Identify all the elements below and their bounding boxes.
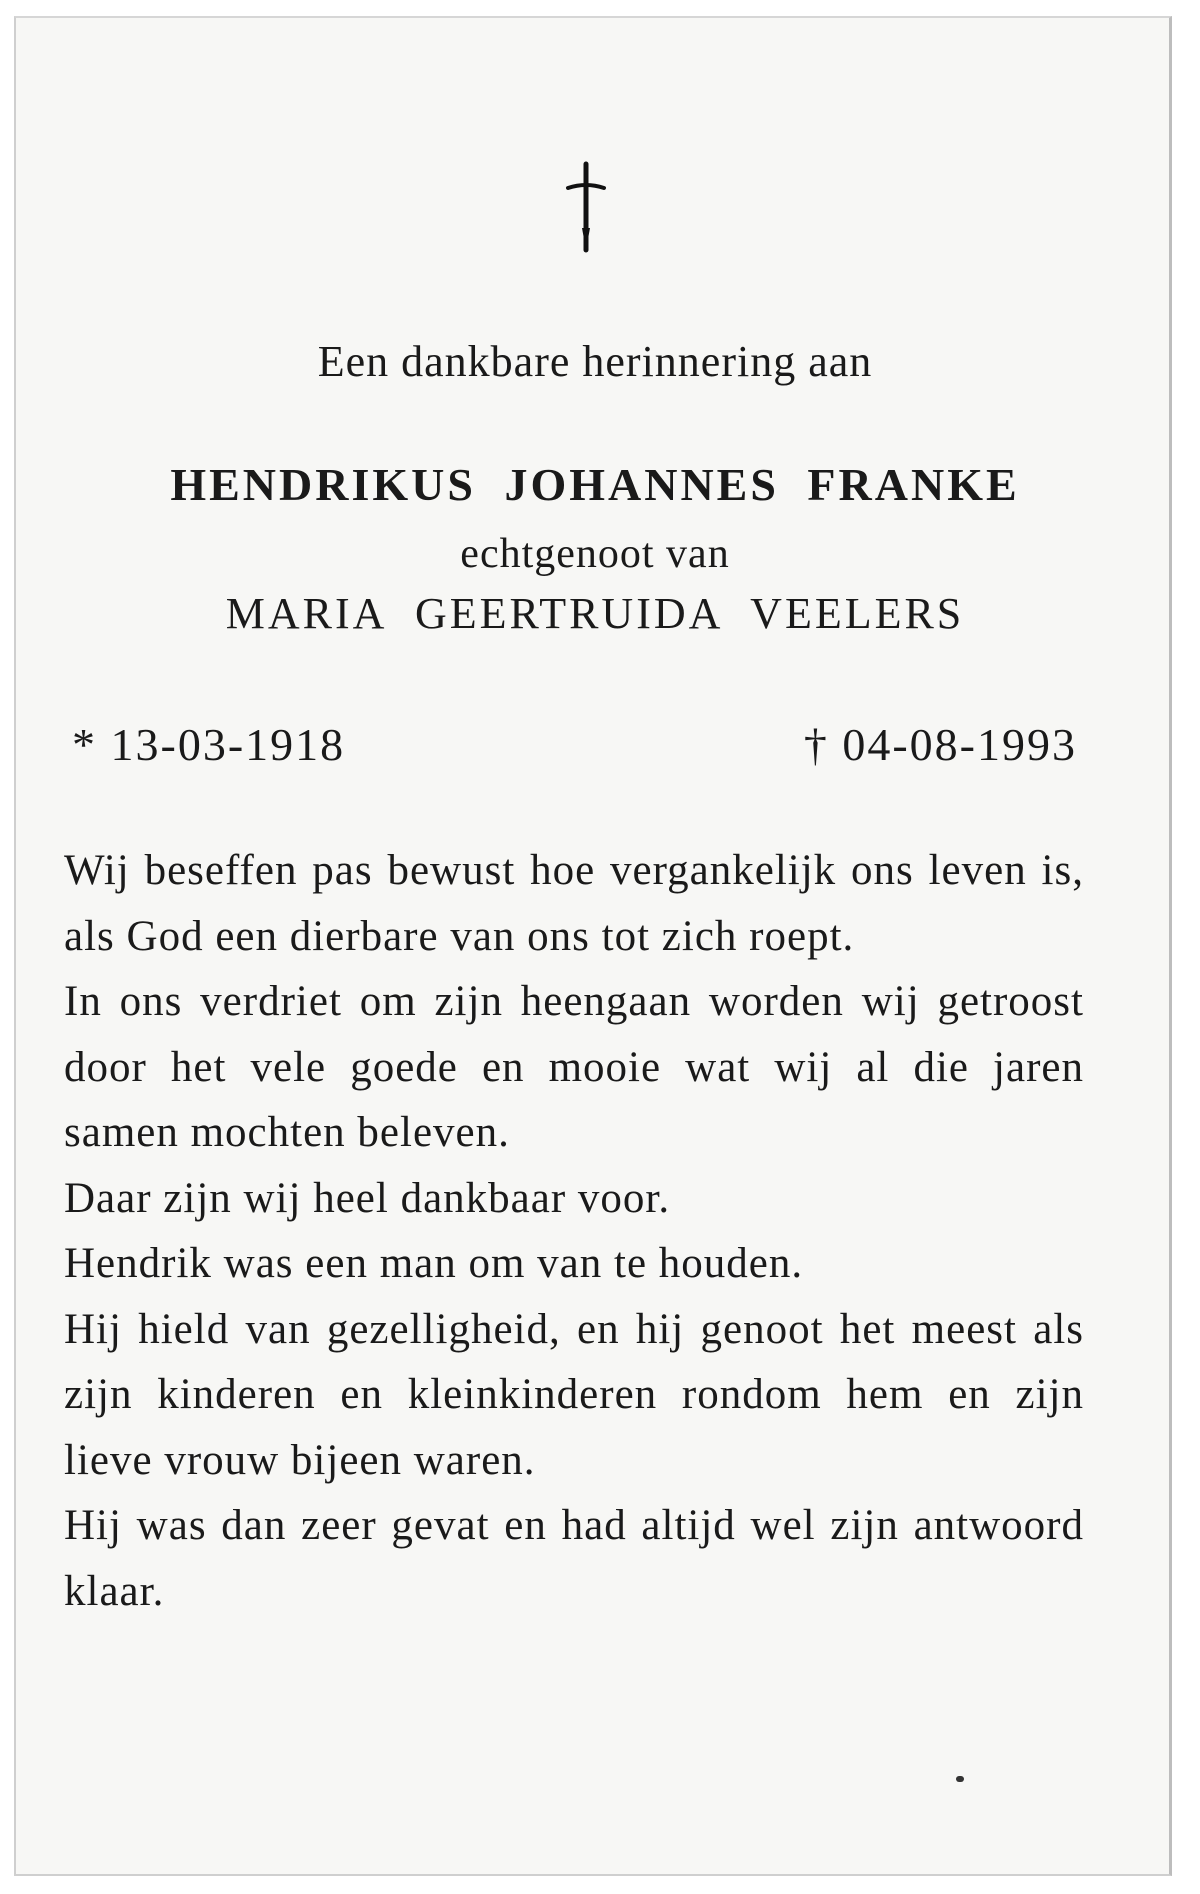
paragraph: Hendrik was een man om van te houden. [64, 1240, 804, 1287]
paragraph: In ons verdriet om zijn heengaan worden wij getroost door het vele goede en mooie wat wij al die jaren samen mochten beleven. [64, 978, 1084, 1156]
birth-date: * 13-03-1918 [72, 719, 346, 770]
memorial-card [14, 16, 1172, 1876]
memorial-text [64, 838, 1084, 1624]
spouse-name: MARIA GEERTRUIDA VEELERS [225, 589, 965, 638]
death-date: † 04-08-1993 [803, 719, 1077, 770]
paragraph: Daar zijn wij heel dankbaar voor. [64, 1174, 671, 1222]
intro-text: Een dankbare herinnering aan [317, 337, 873, 386]
deceased-name: HENDRIKUS JOHANNES FRANKE [170, 459, 1020, 510]
paragraph: Hij hield van gezelligheid, en hij genoot het meest als zijn kinderen en kleinkinderen rondom hem en zijn lieve vrouw bijeen waren. [64, 1305, 1084, 1484]
paragraph: Hij was dan zeer gevat en had altijd wel zijn antwoord klaar. [64, 1502, 1084, 1615]
spouse-label: echtgenoot van [460, 531, 730, 577]
ink-speck [956, 1776, 964, 1782]
cross-icon [556, 158, 616, 258]
paragraph: Wij beseffen pas bewust hoe vergankelijk ons leven is, als God een dierbare van ons tot zich roept. [64, 847, 1084, 960]
